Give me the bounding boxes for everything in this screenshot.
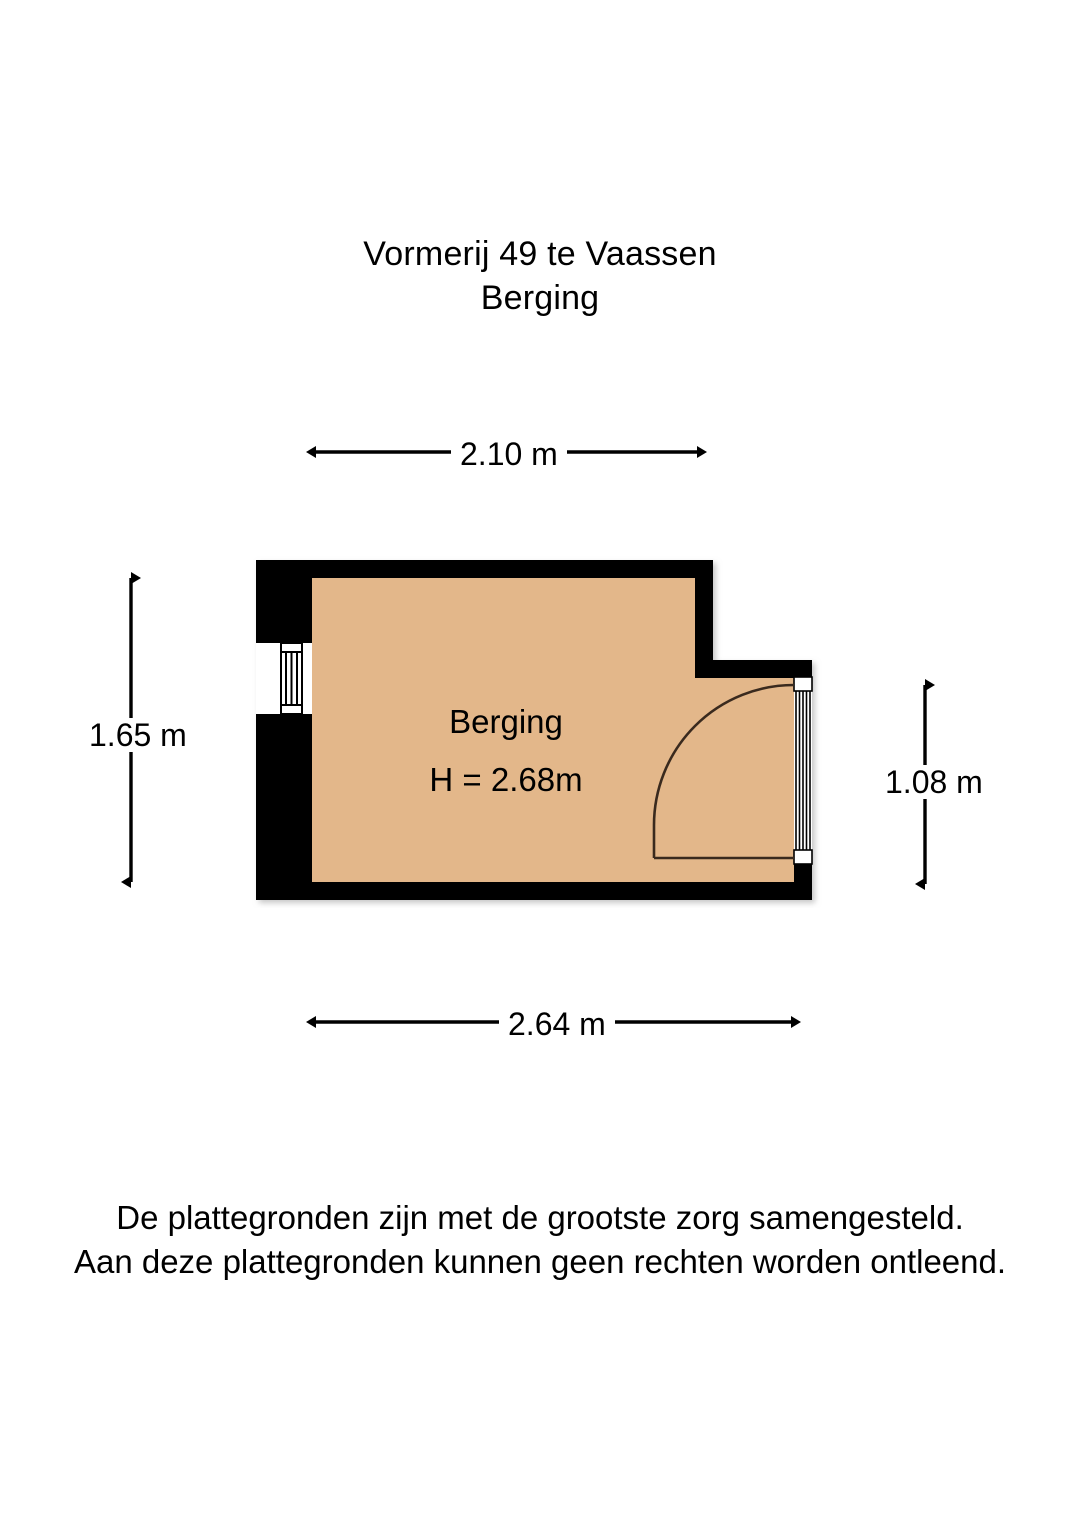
- disclaimer-line-1: De plattegronden zijn met de grootste zorg samengesteld.: [116, 1199, 964, 1236]
- dimension-bottom-label: 2.64 m: [499, 1007, 615, 1041]
- title-address: Vormerij 49 te Vaassen: [363, 235, 717, 273]
- window-left: [256, 643, 312, 714]
- disclaimer: [0, 1196, 1080, 1284]
- dimension-top-label: 2.10 m: [451, 437, 567, 471]
- dimension-right-label: 1.08 m: [876, 765, 992, 799]
- disclaimer-line-2: Aan deze plattegronden kunnen geen rechten worden ontleend.: [73, 1243, 1007, 1280]
- page-title: [0, 232, 1080, 320]
- room-label: [313, 700, 699, 802]
- title-floor: Berging: [480, 279, 600, 317]
- dimension-left-label: 1.65 m: [80, 718, 196, 752]
- room-ceiling-height: H = 2.68m: [429, 761, 583, 798]
- room-name: Berging: [449, 703, 563, 740]
